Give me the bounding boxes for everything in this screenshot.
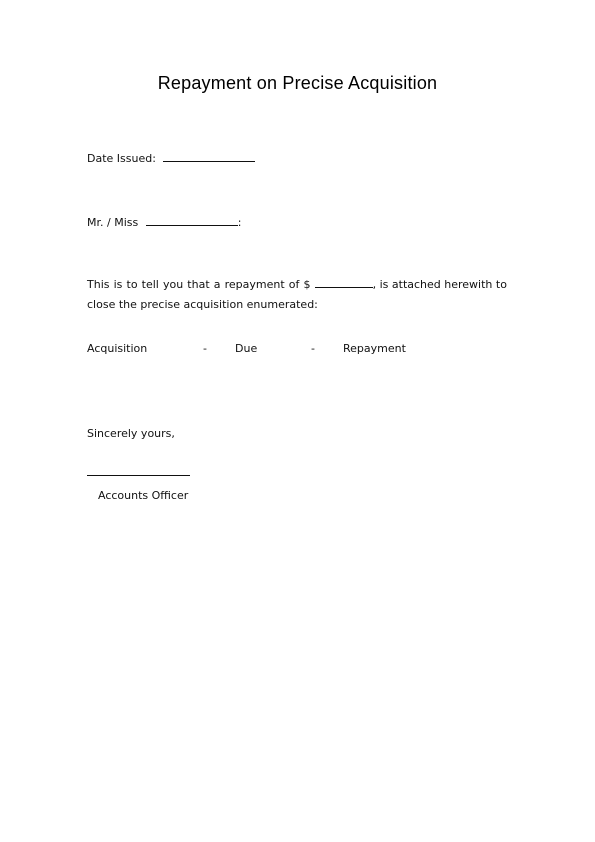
- column-separator: -: [311, 342, 315, 355]
- body-line-2: close the precise acquisition enumerated:: [87, 298, 318, 311]
- amount-group: [315, 278, 507, 292]
- body-line-1: [87, 278, 507, 292]
- body-word: a: [213, 278, 221, 291]
- date-issued-line: [87, 152, 255, 166]
- body-word: you: [162, 278, 184, 291]
- acquisition-table-header: [87, 342, 417, 356]
- signer-title: Accounts Officer: [98, 489, 189, 502]
- document-title: Repayment on Precise Acquisition: [157, 73, 438, 93]
- date-blank[interactable]: [163, 152, 255, 162]
- column-repayment: Repayment: [343, 342, 406, 355]
- body-word: to: [126, 278, 138, 291]
- salutation-prefix: Mr. / Miss: [87, 216, 139, 229]
- salutation-suffix: :: [237, 216, 242, 229]
- body-word: that: [187, 278, 210, 291]
- body-word: is: [113, 278, 123, 291]
- body-after-blank: , is attached herewith to: [372, 278, 507, 291]
- body-word: tell: [141, 278, 159, 291]
- recipient-name-blank[interactable]: [146, 216, 238, 226]
- signature-line[interactable]: [87, 475, 190, 476]
- date-issued-label: Date Issued:: [87, 152, 156, 165]
- salutation-line: [87, 216, 241, 230]
- amount-blank[interactable]: [315, 278, 373, 288]
- body-word: This: [87, 278, 110, 291]
- body-word: repayment: [224, 278, 285, 291]
- column-separator: -: [203, 342, 207, 355]
- column-due: Due: [235, 342, 258, 355]
- body-word: $: [303, 278, 311, 291]
- body-word: of: [288, 278, 300, 291]
- column-acquisition: Acquisition: [87, 342, 148, 355]
- closing-line: Sincerely yours,: [87, 427, 175, 440]
